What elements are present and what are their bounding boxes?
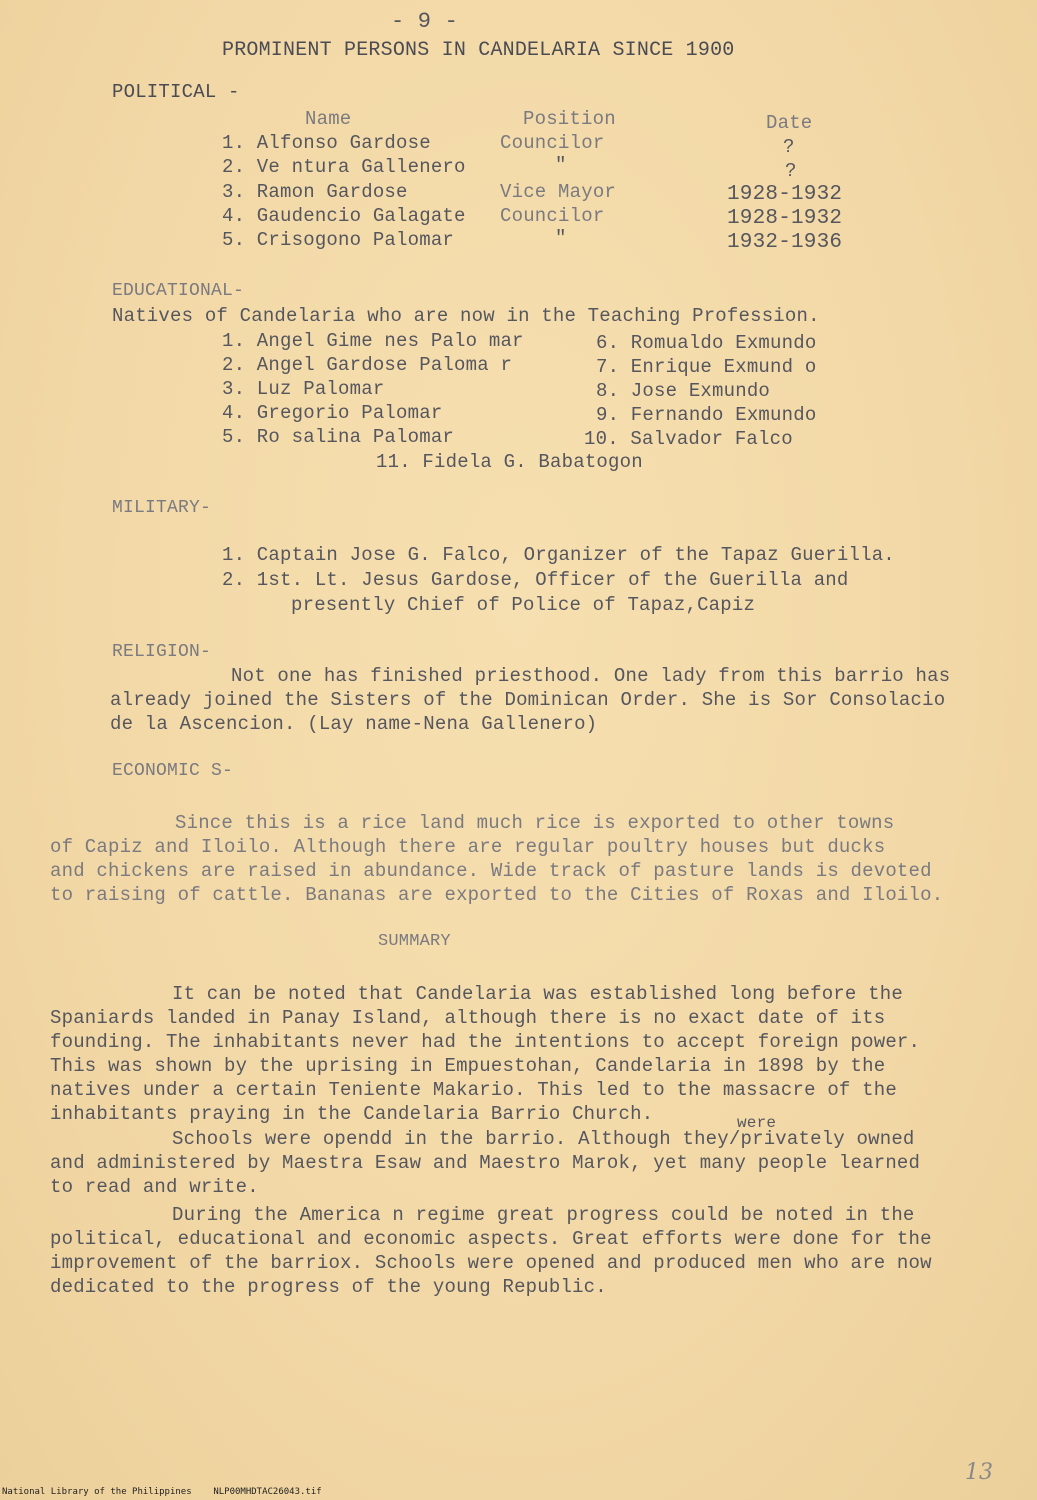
page-title: PROMINENT PERSONS IN CANDELARIA SINCE 1900: [222, 39, 735, 62]
political-row-position: Councilor: [500, 132, 605, 154]
summary-line: This was shown by the uprising in Empuestohan, Candelaria in 1898 by the: [50, 1055, 886, 1077]
teacher-item: 8. Jose Exmundo: [596, 380, 771, 402]
summary-line: to read and write.: [50, 1176, 259, 1198]
economics-line: and chickens are raised in abundance. Wide track of pasture lands is devoted: [50, 860, 932, 882]
teacher-item: 10. Salvador Falco: [584, 428, 793, 450]
educational-intro: Natives of Candelaria who are now in the Teaching Profession.: [112, 305, 820, 327]
political-row-name: 2. Ve ntura Gallenero: [222, 156, 466, 178]
political-row-name: 4. Gaudencio Galagate: [222, 205, 466, 227]
handwritten-insert: were: [737, 1114, 777, 1132]
political-row-position: ": [555, 227, 567, 249]
summary-line: dedicated to the progress of the young Republic.: [50, 1276, 607, 1298]
military-line: presently Chief of Police of Tapaz,Capiz: [291, 594, 756, 616]
economics-heading: ECONOMIC S-: [112, 761, 234, 781]
teacher-item: 6. Romualdo Exmundo: [596, 332, 817, 354]
archive-footer: National Library of the Philippines NLP00MHDTAC26043.tif: [2, 1487, 322, 1497]
summary-line: political, educational and economic aspects. Great efforts were done for the: [50, 1228, 932, 1250]
teacher-item: 1. Angel Gime nes Palo mar: [222, 330, 524, 352]
religion-line: de la Ascencion. (Lay name-Nena Gallenero): [110, 713, 598, 735]
summary-line: inhabitants praying in the Candelaria Barrio Church.: [50, 1103, 654, 1125]
political-row-position: Vice Mayor: [500, 181, 617, 203]
political-row-date: 1928-1932: [727, 183, 843, 206]
teacher-item: 2. Angel Gardose Paloma r: [222, 354, 513, 376]
col-position-header: Position: [523, 108, 616, 130]
political-heading: POLITICAL -: [112, 81, 240, 103]
military-line: 2. 1st. Lt. Jesus Gardose, Officer of the Guerilla and: [222, 569, 849, 591]
economics-line: to raising of cattle. Bananas are exported to the Cities of Roxas and Iloilo.: [50, 884, 944, 906]
teacher-item: 9. Fernando Exmundo: [596, 404, 817, 426]
religion-line: already joined the Sisters of the Dominican Order. She is Sor Consolacio: [110, 689, 946, 711]
teacher-item: 3. Luz Palomar: [222, 378, 385, 400]
military-heading: MILITARY-: [112, 498, 212, 518]
educational-heading: EDUCATIONAL-: [112, 281, 245, 301]
summary-line: It can be noted that Candelaria was established long before the: [172, 983, 903, 1005]
political-row-name: 5. Crisogono Palomar: [222, 229, 455, 251]
political-row-name: 3. Ramon Gardose: [222, 181, 408, 203]
summary-line: founding. The inhabitants never had the intentions to accept foreign power.: [50, 1031, 921, 1053]
political-row-position: Councilor: [500, 205, 605, 227]
summary-line: During the America n regime great progress could be noted in the: [172, 1204, 915, 1226]
political-row-name: 1. Alfonso Gardose: [222, 132, 431, 154]
corner-handwritten-mark: 13: [965, 1460, 993, 1485]
summary-line: Schools were opendd in the barrio. Although they/privately owned: [172, 1128, 915, 1150]
summary-line: improvement of the barriox. Schools were opened and produced men who are now: [50, 1252, 932, 1274]
political-row-date: ?: [785, 160, 797, 182]
political-row-date: 1928-1932: [727, 207, 843, 230]
economics-line: of Capiz and Iloilo. Although there are regular poultry houses but ducks: [50, 836, 886, 858]
page-number: - 9 -: [391, 9, 459, 34]
col-name-header: Name: [305, 108, 352, 130]
summary-line: and administered by Maestra Esaw and Maestro Marok, yet many people learned: [50, 1152, 921, 1174]
teacher-item: 5. Ro salina Palomar: [222, 426, 455, 448]
teacher-item: 4. Gregorio Palomar: [222, 402, 443, 424]
col-date-header: Date: [766, 112, 813, 134]
summary-line: Spaniards landed in Panay Island, although there is no exact date of its: [50, 1007, 886, 1029]
political-row-date: ?: [783, 136, 795, 158]
summary-line: natives under a certain Teniente Makario. This led to the massacre of the: [50, 1079, 897, 1101]
political-row-position: ": [555, 154, 567, 176]
political-row-date: 1932-1936: [727, 231, 843, 254]
religion-heading: RELIGION-: [112, 642, 212, 662]
teacher-item: 7. Enrique Exmund o: [596, 356, 817, 378]
economics-line: Since this is a rice land much rice is exported to other towns: [175, 812, 895, 834]
summary-heading: SUMMARY: [378, 932, 451, 951]
military-line: 1. Captain Jose G. Falco, Organizer of the Tapaz Guerilla.: [222, 544, 895, 566]
religion-line: Not one has finished priesthood. One lady from this barrio has: [231, 665, 951, 687]
teacher-item: 11. Fidela G. Babatogon: [376, 451, 643, 473]
